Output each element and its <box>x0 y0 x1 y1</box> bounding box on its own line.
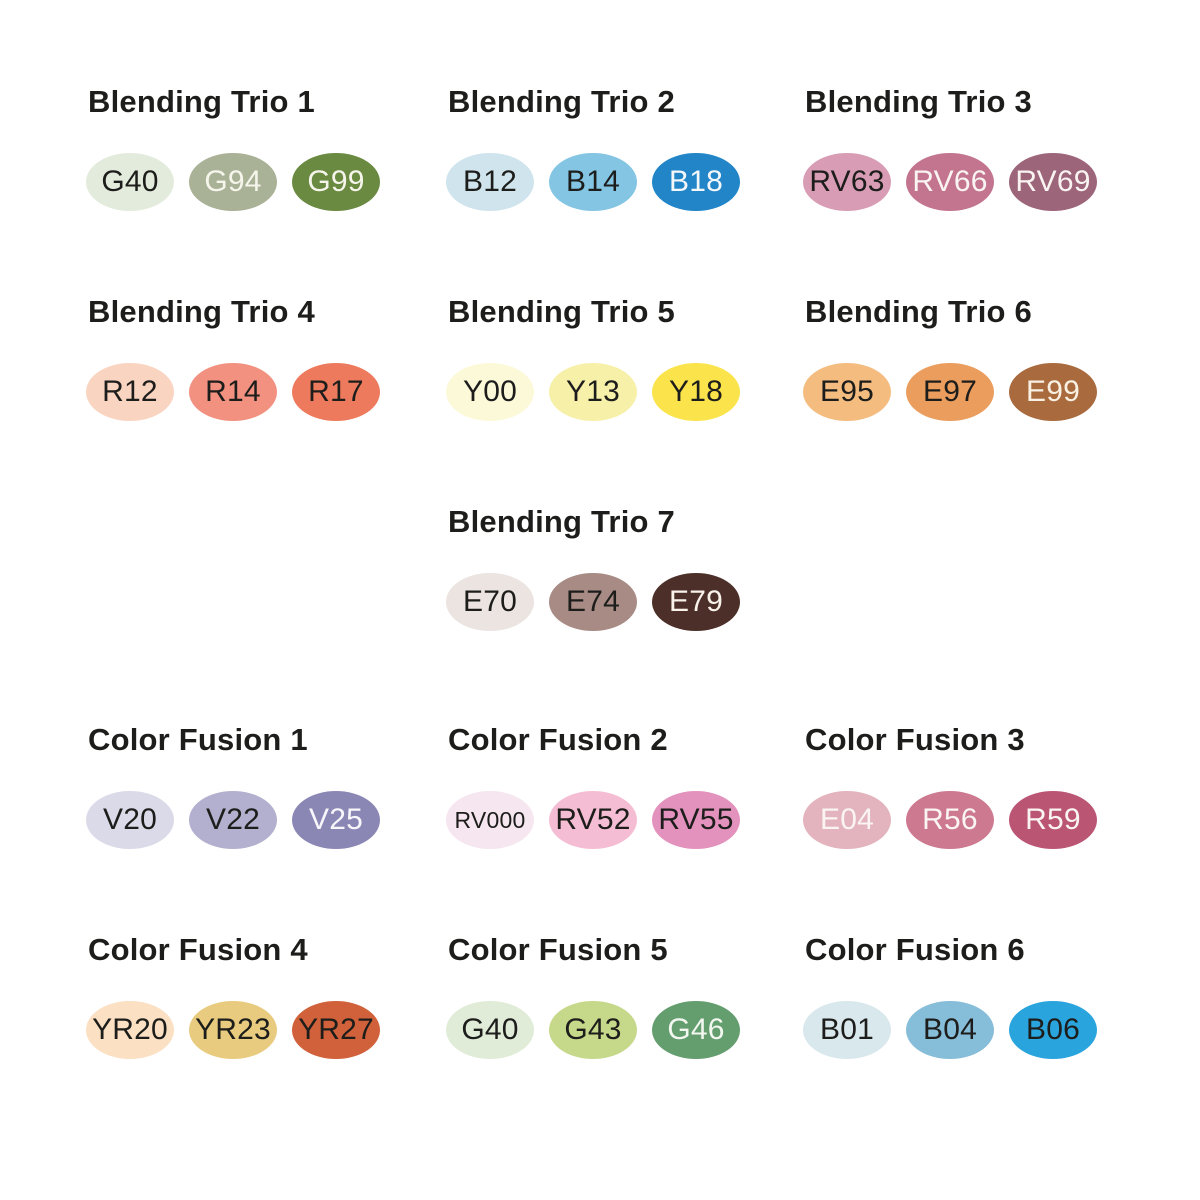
swatch-row <box>86 791 446 849</box>
swatch-label: RV55 <box>658 803 734 836</box>
group-title: Blending Trio 6 <box>805 294 1032 329</box>
swatch-label: YR27 <box>298 1013 374 1046</box>
swatch <box>446 1001 534 1059</box>
swatch <box>292 363 380 421</box>
swatch-label: V25 <box>309 803 363 836</box>
swatch-label: E74 <box>566 585 620 618</box>
swatch-label: YR23 <box>195 1013 271 1046</box>
group-title: Color Fusion 2 <box>448 722 668 757</box>
swatch-label: E99 <box>1026 375 1080 408</box>
swatch <box>652 1001 740 1059</box>
group-color-fusion-1 <box>86 722 446 932</box>
swatch <box>803 1001 891 1059</box>
group-blending-trio-5 <box>446 294 803 504</box>
swatch-row <box>86 153 446 211</box>
swatch-label: RV000 <box>454 806 526 833</box>
group-blending-trio-7 <box>446 504 803 722</box>
swatch-label: V20 <box>103 803 157 836</box>
group-title: Color Fusion 5 <box>448 932 668 967</box>
swatch <box>189 1001 277 1059</box>
swatch <box>189 791 277 849</box>
swatch <box>189 363 277 421</box>
swatch-label: YR20 <box>92 1013 168 1046</box>
swatch <box>549 363 637 421</box>
group-blending-trio-3 <box>803 84 1166 294</box>
swatch <box>292 791 380 849</box>
swatch <box>446 791 534 849</box>
swatch-label: V22 <box>206 803 260 836</box>
swatch-row <box>446 791 803 849</box>
swatch <box>803 153 891 211</box>
swatch-label: G43 <box>564 1013 622 1046</box>
swatch-label: B18 <box>669 165 723 198</box>
swatch-label: B06 <box>1026 1013 1080 1046</box>
group-title: Blending Trio 4 <box>88 294 315 329</box>
swatch <box>86 791 174 849</box>
swatch-label: Y18 <box>669 375 723 408</box>
group-color-fusion-2 <box>446 722 803 932</box>
swatch <box>803 363 891 421</box>
swatch-label: RV66 <box>912 165 988 198</box>
group-title: Blending Trio 1 <box>88 84 315 119</box>
swatch <box>652 363 740 421</box>
swatch-label: B01 <box>820 1013 874 1046</box>
swatch <box>652 791 740 849</box>
swatch-label: G99 <box>307 165 365 198</box>
swatch-row <box>446 153 803 211</box>
group-title: Blending Trio 7 <box>448 504 675 539</box>
swatch <box>189 153 277 211</box>
swatch-row <box>446 1001 803 1059</box>
group-color-fusion-4 <box>86 932 446 1142</box>
swatch <box>86 1001 174 1059</box>
swatch-label: RV69 <box>1015 165 1091 198</box>
swatch-label: B12 <box>463 165 517 198</box>
swatch-row <box>86 1001 446 1059</box>
swatch-row <box>803 1001 1166 1059</box>
swatch <box>906 153 994 211</box>
swatch-row <box>446 573 803 631</box>
swatch <box>86 363 174 421</box>
swatch-label: Y13 <box>566 375 620 408</box>
group-title: Blending Trio 3 <box>805 84 1032 119</box>
swatch <box>1009 791 1097 849</box>
swatch-label: Y00 <box>463 375 517 408</box>
group-color-fusion-5 <box>446 932 803 1142</box>
group-title: Blending Trio 5 <box>448 294 675 329</box>
swatch <box>1009 1001 1097 1059</box>
swatch <box>803 791 891 849</box>
swatch-row <box>86 363 446 421</box>
group-blending-trio-1 <box>86 84 446 294</box>
swatch <box>906 791 994 849</box>
group-title: Blending Trio 2 <box>448 84 675 119</box>
swatch-row <box>803 153 1166 211</box>
group-blending-trio-6 <box>803 294 1166 504</box>
swatch <box>906 363 994 421</box>
swatch-label: E04 <box>820 803 874 836</box>
swatch-label: G94 <box>204 165 262 198</box>
swatch-row <box>446 363 803 421</box>
swatch-label: G40 <box>461 1013 519 1046</box>
swatch-label: E70 <box>463 585 517 618</box>
swatch-row <box>803 363 1166 421</box>
swatch <box>292 1001 380 1059</box>
swatch <box>549 573 637 631</box>
swatch <box>1009 153 1097 211</box>
swatch <box>652 573 740 631</box>
group-title: Color Fusion 1 <box>88 722 308 757</box>
swatch-row <box>803 791 1166 849</box>
group-title: Color Fusion 3 <box>805 722 1025 757</box>
swatch <box>446 153 534 211</box>
swatch-label: R56 <box>922 803 978 836</box>
swatch <box>652 153 740 211</box>
swatch-label: E95 <box>820 375 874 408</box>
swatch-label: R14 <box>205 375 261 408</box>
swatch-label: R59 <box>1025 803 1081 836</box>
swatch <box>292 153 380 211</box>
swatch-label: R12 <box>102 375 158 408</box>
swatch-label: G46 <box>667 1013 725 1046</box>
group-color-fusion-6 <box>803 932 1166 1142</box>
swatch-label: B04 <box>923 1013 977 1046</box>
swatch-label: RV52 <box>555 803 631 836</box>
swatch-label: B14 <box>566 165 620 198</box>
group-blending-trio-2 <box>446 84 803 294</box>
swatch <box>1009 363 1097 421</box>
swatch <box>86 153 174 211</box>
swatch-label: R17 <box>308 375 364 408</box>
swatch <box>549 791 637 849</box>
swatch <box>446 363 534 421</box>
group-title: Color Fusion 6 <box>805 932 1025 967</box>
swatch-label: RV63 <box>809 165 885 198</box>
swatch <box>549 153 637 211</box>
swatch-label: E79 <box>669 585 723 618</box>
swatch-label: E97 <box>923 375 977 408</box>
swatch <box>906 1001 994 1059</box>
group-color-fusion-3 <box>803 722 1166 932</box>
swatch-label: G40 <box>101 165 159 198</box>
swatch <box>446 573 534 631</box>
group-title: Color Fusion 4 <box>88 932 308 967</box>
swatch <box>549 1001 637 1059</box>
group-blending-trio-4 <box>86 294 446 504</box>
